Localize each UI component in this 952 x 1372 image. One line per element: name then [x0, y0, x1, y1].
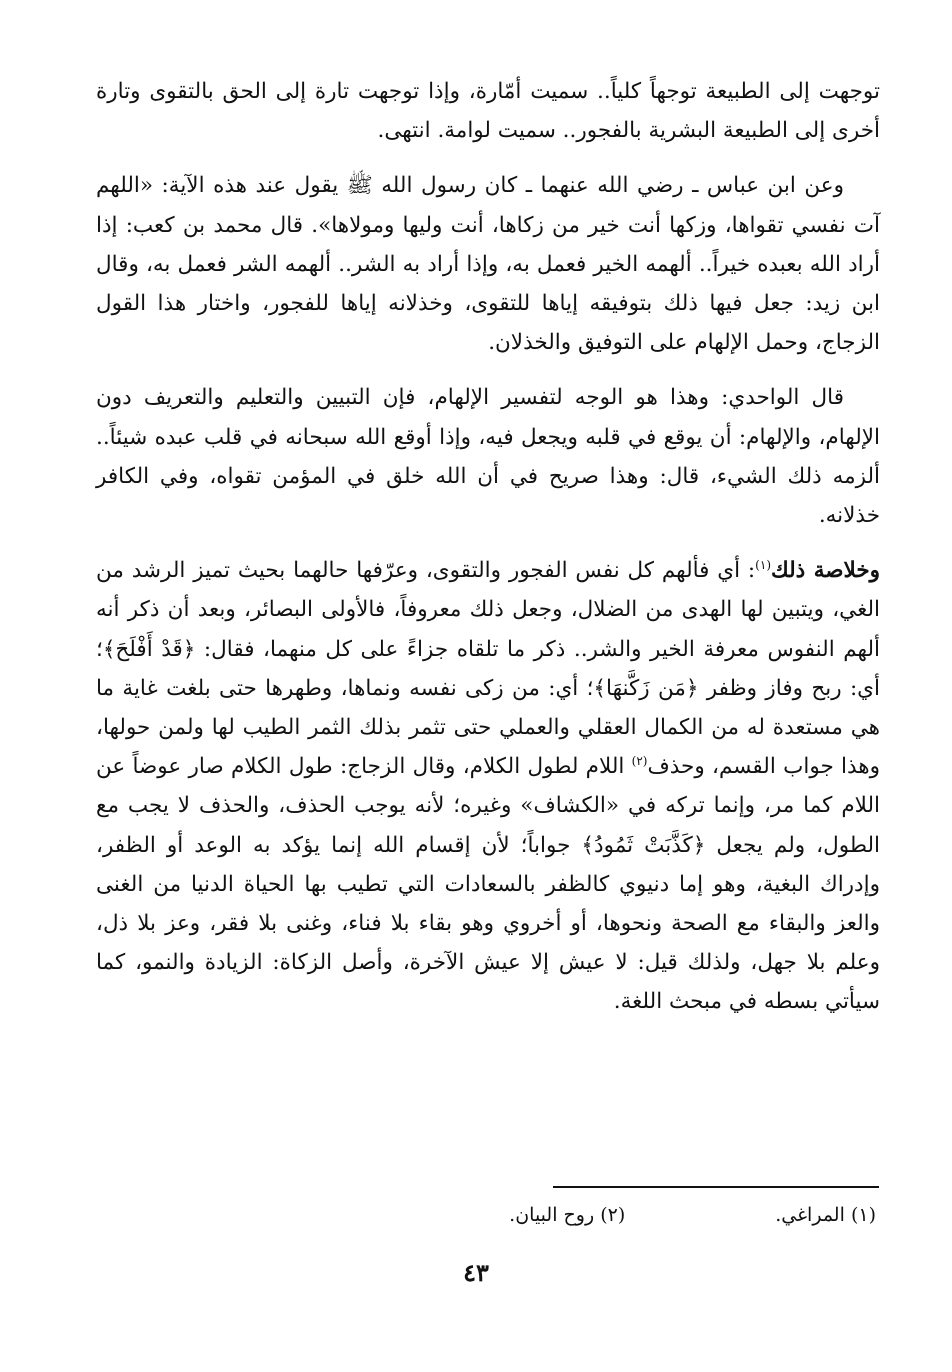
footnote-2 — [509, 1200, 625, 1230]
paragraph-3: قال الواحدي: وهذا هو الوجه لتفسير الإلهام، فإن التبيين والتعليم والتعريف دون الإلهام، والإلهام: أن يوقع في قلبه ويجعل فيه، وإذا أوقع الله سبحانه في قلب عبده شيئاً.. ألزمه ذلك الشيء، قال: وهذا صريح في أن الله خلق في المؤمن تقواه، وفي الكافر خذلانه. — [96, 385, 880, 529]
paragraph-4-part-b: اللام لطول الكلام، وقال الزجاج: طول الكلام صار عوضاً عن اللام كما مر، وإنما تركه في «الكشاف» وغيره؛ لأنه يوجب الحذف، والحذف لا يجب مع الطول، ولم يجعل ﴿كَذَّبَتْ ثَمُودُ﴾ جواباً؛ لأن إقسام الله إنما يؤكد به الوعد أو الظفر، وإدراك البغية، وهو إما دنيوي كالظفر بالسعادات التي تطيب بها الحياة الدنيا من الغنى والعز والبقاء مع الصحة ونحوها، أو أخروي وهو بقاء بلا فناء، وغنى بلا فقر، وعز بلا ذل، وعلم بلا جهل، ولذلك قيل: لا عيش إلا عيش الآخرة، وأصل الزكاة: الزيادة والنمو، كما سيأتي بسطه في مبحث اللغة. — [96, 754, 880, 1015]
page-number: ٤٣ — [463, 1258, 489, 1287]
paragraph-4-part-a: : أي فألهم كل نفس الفجور والتقوى، وعرّفها حالهما بحيث تميز الرشد من الغي، ويتبين لها الهدى من الضلال، وجعل ذلك معروفاً، فالأولى البصائر، وبعد أن ذكر أنه ألهم النفوس معرفة الخير والشر.. ذكر ما تلقاه جزاءً على كل منهما، فقال: ﴿قَدْ أَفْلَحَ﴾؛ أي: ربح وفاز وظفر ﴿مَن زَكَّنهَا﴾؛ أي: من زكى نفسه ونماها، وطهرها حتى بلغت غاية ما هي مستعدة له من الكمال العقلي والعملي حتى تثمر بذلك الثمر الطيب لها ولمن حولها، وهذا جواب القسم، وحذف — [96, 558, 880, 780]
paragraph-2: وعن ابن عباس ـ رضي الله عنهما ـ كان رسول الله ﷺ يقول عند هذه الآية: «اللهم آت نفسي تقواها، وزكها أنت خير من زكاها، أنت وليها ومولاها». قال محمد بن كعب: إذا أراد الله بعبده خيراً.. ألهمه الخير فعمل به، وإذا أراد به الشر.. ألهمه الشر فعمل به، وقال ابن زيد: جعل فيها ذلك بتوفيقه إياها للتقوى، وخذلانه إياها للفجور، واختار هذا القول الزجاج، وحمل الإلهام على التوفيق والخذلان. — [96, 173, 880, 356]
footnote-1-text: المراغي. — [775, 1204, 845, 1226]
footnote-ref-2: (٢) — [631, 754, 648, 769]
main-text — [96, 72, 880, 1022]
footnote-2-text: روح البيان. — [509, 1204, 595, 1226]
footnote-1-marker: (١) — [850, 1204, 876, 1226]
paragraph-1: توجهت إلى الطبيعة توجهاً كلياً.. سميت أمّارة، وإذا توجهت تارة إلى الحق بالتقوى وتارة أخرى إلى الطبيعة البشرية بالفجور.. سميت لوامة. انتهى. — [96, 79, 880, 144]
footnote-ref-1: (١) — [755, 558, 771, 573]
footnote-divider — [553, 1186, 879, 1188]
paragraph-4 — [96, 551, 880, 1021]
footnotes — [316, 1200, 876, 1230]
footnote-1 — [775, 1200, 876, 1230]
footnote-2-marker: (٢) — [600, 1204, 626, 1226]
summary-heading: وخلاصة ذلك — [771, 558, 881, 584]
